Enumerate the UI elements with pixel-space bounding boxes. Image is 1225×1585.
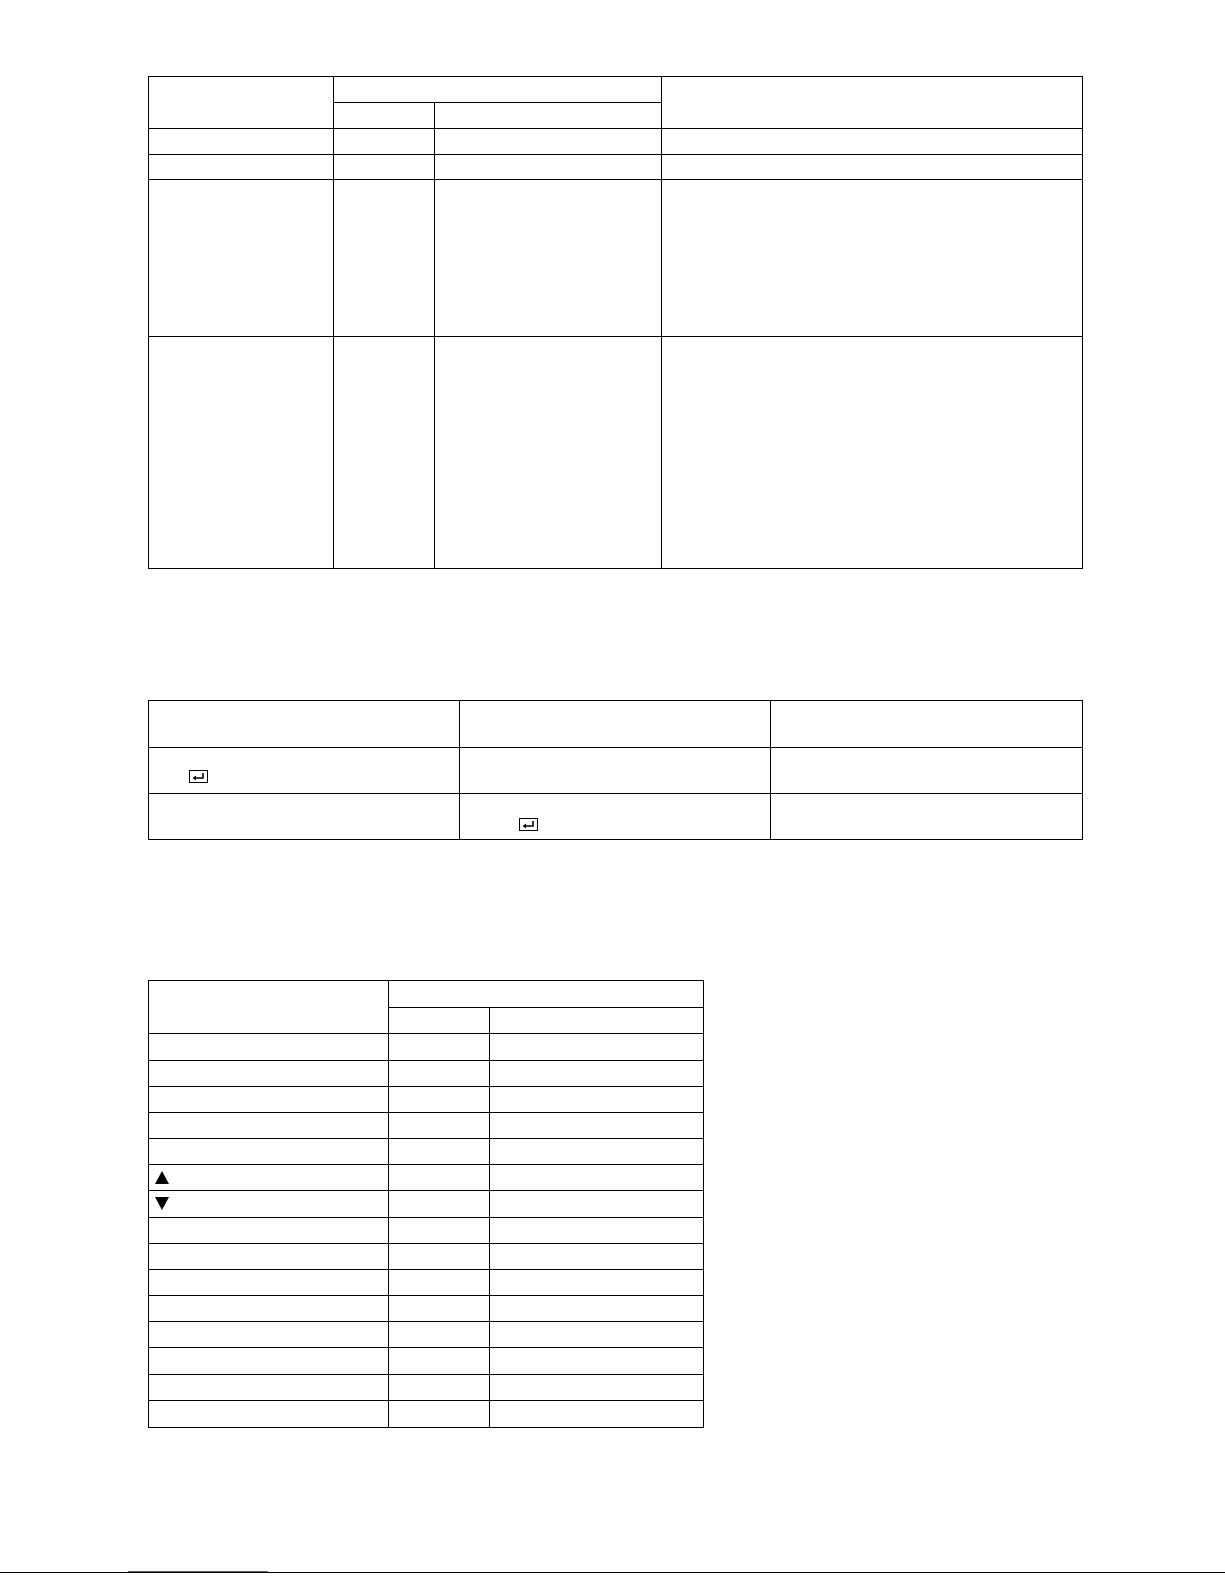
table-row [149,701,1083,748]
spec-table-2 [148,700,1083,840]
t1-header-item [149,77,334,129]
up-triangle-icon [155,1171,169,1184]
table-row [149,1243,704,1269]
table-row [149,129,1083,155]
table-row [149,748,1083,794]
table-row [149,794,1083,840]
table-row [149,1374,704,1400]
spec-table-3 [148,980,704,1428]
t1-subheader-b [435,103,662,129]
table-row [149,337,1083,569]
table-row [149,1086,704,1112]
table-row [149,180,1083,337]
enter-key-icon [189,770,208,783]
t1-subheader-a [334,103,435,129]
table-row [149,1139,704,1165]
t3-subheader-a [389,1008,490,1034]
table-row [149,1269,704,1295]
footer-rule [0,1572,1225,1573]
table-row [149,1296,704,1322]
table-row [149,1217,704,1243]
t1-header-description [662,77,1083,129]
table-row [149,1322,704,1348]
enter-key-icon [519,818,538,831]
table-row [149,1034,704,1060]
table-row [149,1165,704,1191]
spec-table-1 [148,76,1083,569]
t3-header-group [389,981,704,1008]
table-row [149,1060,704,1086]
t1-header-group [334,77,662,103]
table-row [149,1400,704,1427]
table-row [149,155,1083,180]
table-row [149,1348,704,1374]
table-row [149,1112,704,1138]
t3-header-item [149,981,389,1034]
down-triangle-icon [155,1197,169,1210]
table-row [149,1191,704,1217]
t3-subheader-b [490,1008,704,1034]
